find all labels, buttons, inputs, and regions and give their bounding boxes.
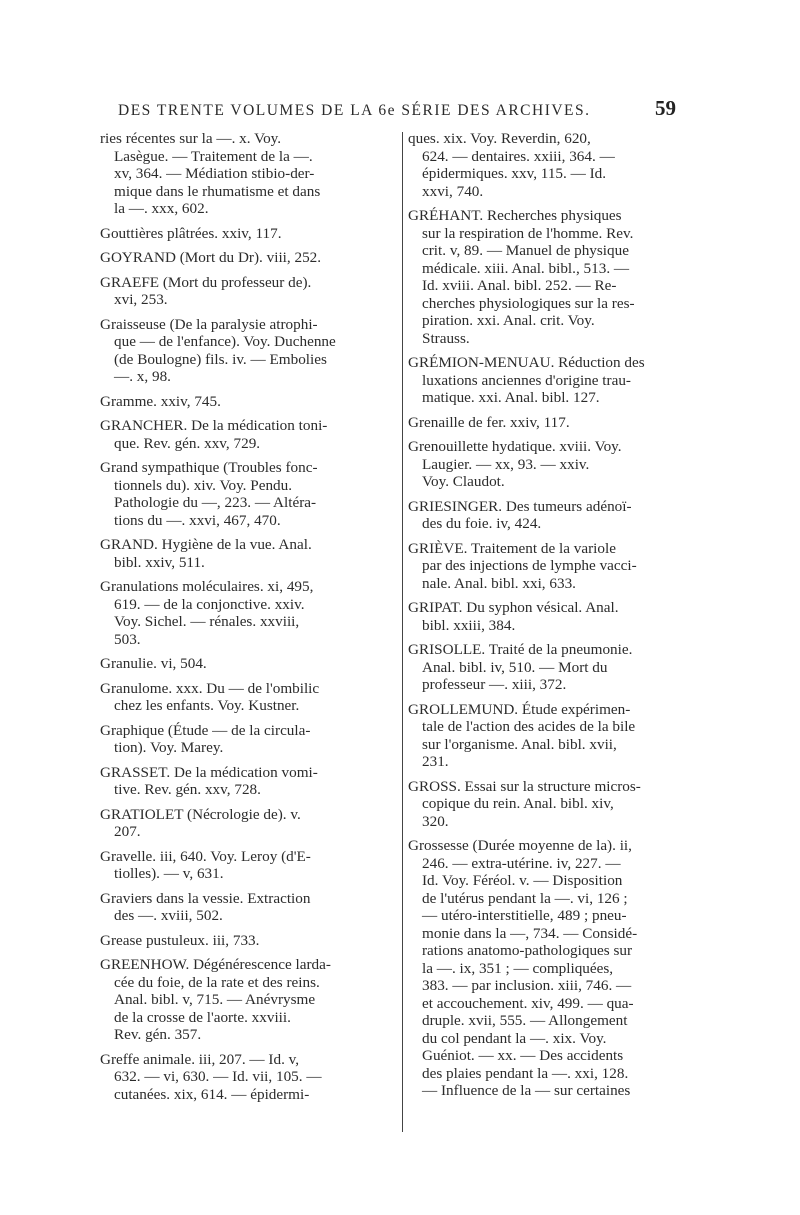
- running-head: [0, 96, 800, 126]
- entry-line: Voy. Sichel. — rénales. xxviii,: [114, 613, 300, 630]
- entry-line: matique. xxi. Anal. bibl. 127.: [422, 389, 600, 406]
- index-entry: [100, 536, 397, 571]
- entry-line: tiolles). — v, 631.: [114, 865, 224, 882]
- entry-line: GRAND. Hygiène de la vue. Anal.: [100, 536, 312, 553]
- entry-line: Id. Voy. Féréol. v. — Disposition: [422, 872, 623, 889]
- entry-line: Graviers dans la vessie. Extraction: [100, 889, 311, 907]
- entry-line: 231.: [422, 753, 449, 770]
- entry-line: la —. ix, 351 ; — compliquées,: [422, 959, 614, 977]
- entry-line: Pathologie du —, 223. — Altéra-: [114, 494, 317, 511]
- entry-line: 632. — vi, 630. — Id. vii, 105. —: [114, 1068, 322, 1085]
- entry-line: nale. Anal. bibl. xxi, 633.: [422, 574, 576, 592]
- entry-line: Greffe animale. iii, 207. — Id. v,: [100, 1050, 300, 1068]
- entry-line: Granulie. vi, 504.: [100, 655, 207, 672]
- entry-line: GRAEFE (Mort du professeur de).: [100, 273, 312, 291]
- index-entry: [100, 393, 397, 411]
- index-entry: [408, 778, 698, 831]
- index-entry: [100, 655, 397, 673]
- entry-line: tive. Rev. gén. xxv, 728.: [114, 781, 261, 798]
- entry-line: que. Rev. gén. xxv, 729.: [114, 434, 261, 452]
- entry-line: Anal. bibl. iv, 510. — Mort du: [422, 658, 608, 676]
- entry-line: Graphique (Étude — de la circula-: [100, 721, 311, 739]
- index-entry: [100, 956, 397, 1044]
- entry-line: et accouchement. xiv, 499. — qua-: [422, 994, 634, 1012]
- entry-line: crit. v, 89. — Manuel de physique: [422, 242, 629, 259]
- entry-line: xv, 364. — Médiation stibio-der-: [114, 165, 315, 182]
- entry-line: Grease pustuleux. iii, 733.: [100, 931, 260, 949]
- column-divider: [402, 132, 403, 1132]
- entry-line: (de Boulogne) fils. iv. — Embolies: [114, 350, 327, 368]
- entry-line: GROLLEMUND. Étude expérimen-: [408, 700, 631, 718]
- entry-line: Rev. gén. 357.: [114, 1026, 202, 1043]
- entry-line: GRASSET. De la médication vomi-: [100, 763, 318, 781]
- index-entry: [408, 599, 698, 634]
- entry-line: Strauss.: [422, 329, 470, 347]
- index-entry: [100, 1051, 397, 1104]
- index-entry: [408, 498, 698, 533]
- left-column: [100, 130, 397, 1110]
- index-entry: [100, 806, 397, 841]
- index-entry: [408, 438, 698, 491]
- entry-line: 246. — extra-utérine. iv, 227. —: [422, 854, 621, 872]
- index-entry: [408, 540, 698, 593]
- entry-line: de l'utérus pendant la —. vi, 126 ;: [422, 889, 628, 907]
- entry-line: tionnels du). xiv. Voy. Pendu.: [114, 476, 293, 494]
- index-entry: [100, 459, 397, 529]
- entry-line: tions du —. xxvi, 467, 470.: [114, 511, 281, 529]
- entry-line: Graisseuse (De la paralysie atrophi-: [100, 315, 318, 333]
- index-entry: [100, 932, 397, 950]
- entry-line: Gravelle. iii, 640. Voy. Leroy (d'E-: [100, 847, 311, 865]
- index-entry: [100, 578, 397, 648]
- entry-line: 619. — de la conjonctive. xxiv.: [114, 595, 305, 613]
- index-entry: [100, 890, 397, 925]
- entry-line: tion). Voy. Marey.: [114, 739, 224, 756]
- index-entry: [100, 848, 397, 883]
- entry-line: Guéniot. — xx. — Des accidents: [422, 1047, 624, 1064]
- entry-line: piration. xxi. Anal. crit. Voy.: [422, 312, 595, 329]
- entry-line: médicale. xiii. Anal. bibl., 513. —: [422, 259, 630, 277]
- entry-line: Voy. Claudot.: [422, 473, 505, 490]
- index-entry: [408, 701, 698, 771]
- index-entry: [100, 417, 397, 452]
- index-entry: [100, 130, 397, 218]
- entry-line: GRÉMION-MENUAU. Réduction des: [408, 354, 645, 371]
- entry-line: Grenouillette hydatique. xviii. Voy.: [408, 438, 622, 455]
- entry-line: des du foie. iv, 424.: [422, 515, 542, 532]
- index-entry: [100, 316, 397, 386]
- entry-line: professeur —. xiii, 372.: [422, 676, 567, 693]
- entry-line: druple. xvii, 555. — Allongement: [422, 1012, 628, 1029]
- entry-line: xvi, 253.: [114, 291, 168, 308]
- entry-line: Gramme. xxiv, 745.: [100, 392, 221, 410]
- entry-line: ries récentes sur la —. x. Voy.: [100, 130, 282, 147]
- index-entry: [408, 130, 698, 200]
- entry-line: — utéro-interstitielle, 489 ; pneu-: [422, 907, 627, 924]
- entry-line: sur la respiration de l'homme. Rev.: [422, 224, 634, 242]
- entry-line: de la crosse de l'aorte. xxviii.: [114, 1008, 291, 1026]
- entry-line: Lasègue. — Traitement de la —.: [114, 147, 313, 165]
- index-entry: [408, 207, 698, 347]
- entry-line: GRISOLLE. Traité de la pneumonie.: [408, 641, 633, 658]
- entry-line: — Influence de la — sur certaines: [422, 1082, 631, 1099]
- index-entry: [100, 722, 397, 757]
- entry-line: Anal. bibl. v, 715. — Anévrysme: [114, 991, 316, 1008]
- entry-line: bibl. xxiv, 511.: [114, 553, 205, 571]
- index-entry: [100, 249, 397, 267]
- entry-line: GREENHOW. Dégénérescence larda-: [100, 956, 331, 973]
- entry-line: copique du rein. Anal. bibl. xiv,: [422, 795, 614, 812]
- entry-line: Laugier. — xx, 93. — xxiv.: [422, 455, 590, 473]
- entry-line: rations anatomo-pathologiques sur: [422, 942, 633, 959]
- index-entry: [408, 414, 698, 432]
- entry-line: monie dans la —, 734. — Considé-: [422, 924, 638, 942]
- entry-line: par des injections de lymphe vacci-: [422, 557, 637, 574]
- entry-line: des plaies pendant la —. xxi, 128.: [422, 1064, 629, 1082]
- entry-line: GRÉHANT. Recherches physiques: [408, 207, 622, 224]
- entry-line: —. x, 98.: [114, 368, 171, 385]
- entry-line: la —. xxx, 602.: [114, 200, 209, 217]
- entry-line: 383. — par inclusion. xiii, 746. —: [422, 977, 632, 994]
- index-entry: [100, 680, 397, 715]
- running-title: DES TRENTE VOLUMES DE LA 6e SÉRIE DES ARCHIVES.: [118, 102, 591, 119]
- entry-line: ques. xix. Voy. Reverdin, 620,: [408, 130, 591, 147]
- entry-line: xxvi, 740.: [422, 182, 484, 200]
- index-entry: [408, 641, 698, 694]
- entry-line: mique dans le rhumatisme et dans: [114, 182, 321, 200]
- entry-line: luxations anciennes d'origine trau-: [422, 371, 631, 389]
- entry-line: Granulations moléculaires. xi, 495,: [100, 578, 314, 595]
- entry-line: cutanées. xix, 614. — épidermi-: [114, 1085, 310, 1103]
- entry-line: Granulome. xxx. Du — de l'ombilic: [100, 679, 320, 697]
- index-entry: [100, 764, 397, 799]
- entry-line: chez les enfants. Voy. Kustner.: [114, 697, 300, 714]
- entry-line: GROSS. Essai sur la structure micros-: [408, 777, 641, 795]
- entry-line: 207.: [114, 823, 141, 840]
- entry-line: que — de l'enfance). Voy. Duchenne: [114, 333, 336, 350]
- entry-line: sur l'organisme. Anal. bibl. xvii,: [422, 735, 617, 753]
- right-column: [408, 130, 698, 1107]
- entry-line: Grenaille de fer. xxiv, 117.: [408, 413, 570, 431]
- entry-line: 320.: [422, 812, 449, 830]
- entry-line: du col pendant la —. xix. Voy.: [422, 1029, 607, 1047]
- entry-line: tale de l'action des acides de la bile: [422, 718, 636, 735]
- entry-line: des —. xviii, 502.: [114, 907, 223, 924]
- entry-line: cée du foie, de la rate et des reins.: [114, 973, 320, 991]
- index-entry: [100, 274, 397, 309]
- entry-line: cherches physiologiques sur la res-: [422, 294, 635, 312]
- entry-line: épidermiques. xxv, 115. — Id.: [422, 165, 607, 182]
- entry-line: Grand sympathique (Troubles fonc-: [100, 459, 318, 476]
- entry-line: 503.: [114, 630, 141, 648]
- entry-line: GRATIOLET (Nécrologie de). v.: [100, 805, 301, 823]
- entry-line: GRIESINGER. Des tumeurs adénoï-: [408, 497, 632, 515]
- entry-line: GRANCHER. De la médication toni-: [100, 417, 328, 434]
- entry-line: Grossesse (Durée moyenne de la). ii,: [408, 837, 632, 854]
- entry-line: 624. — dentaires. xxiii, 364. —: [422, 147, 615, 165]
- entry-line: GOYRAND (Mort du Dr). viii, 252.: [100, 249, 322, 266]
- index-entry: [408, 837, 698, 1100]
- entry-line: GRIÈVE. Traitement de la variole: [408, 539, 616, 557]
- index-entry: [100, 225, 397, 243]
- page-number: 59: [655, 96, 676, 120]
- entry-line: Id. xviii. Anal. bibl. 252. — Re-: [422, 277, 617, 294]
- entry-line: GRIPAT. Du syphon vésical. Anal.: [408, 599, 619, 616]
- entry-line: Gouttières plâtrées. xxiv, 117.: [100, 224, 282, 242]
- index-entry: [408, 354, 698, 407]
- entry-line: bibl. xxiii, 384.: [422, 616, 516, 634]
